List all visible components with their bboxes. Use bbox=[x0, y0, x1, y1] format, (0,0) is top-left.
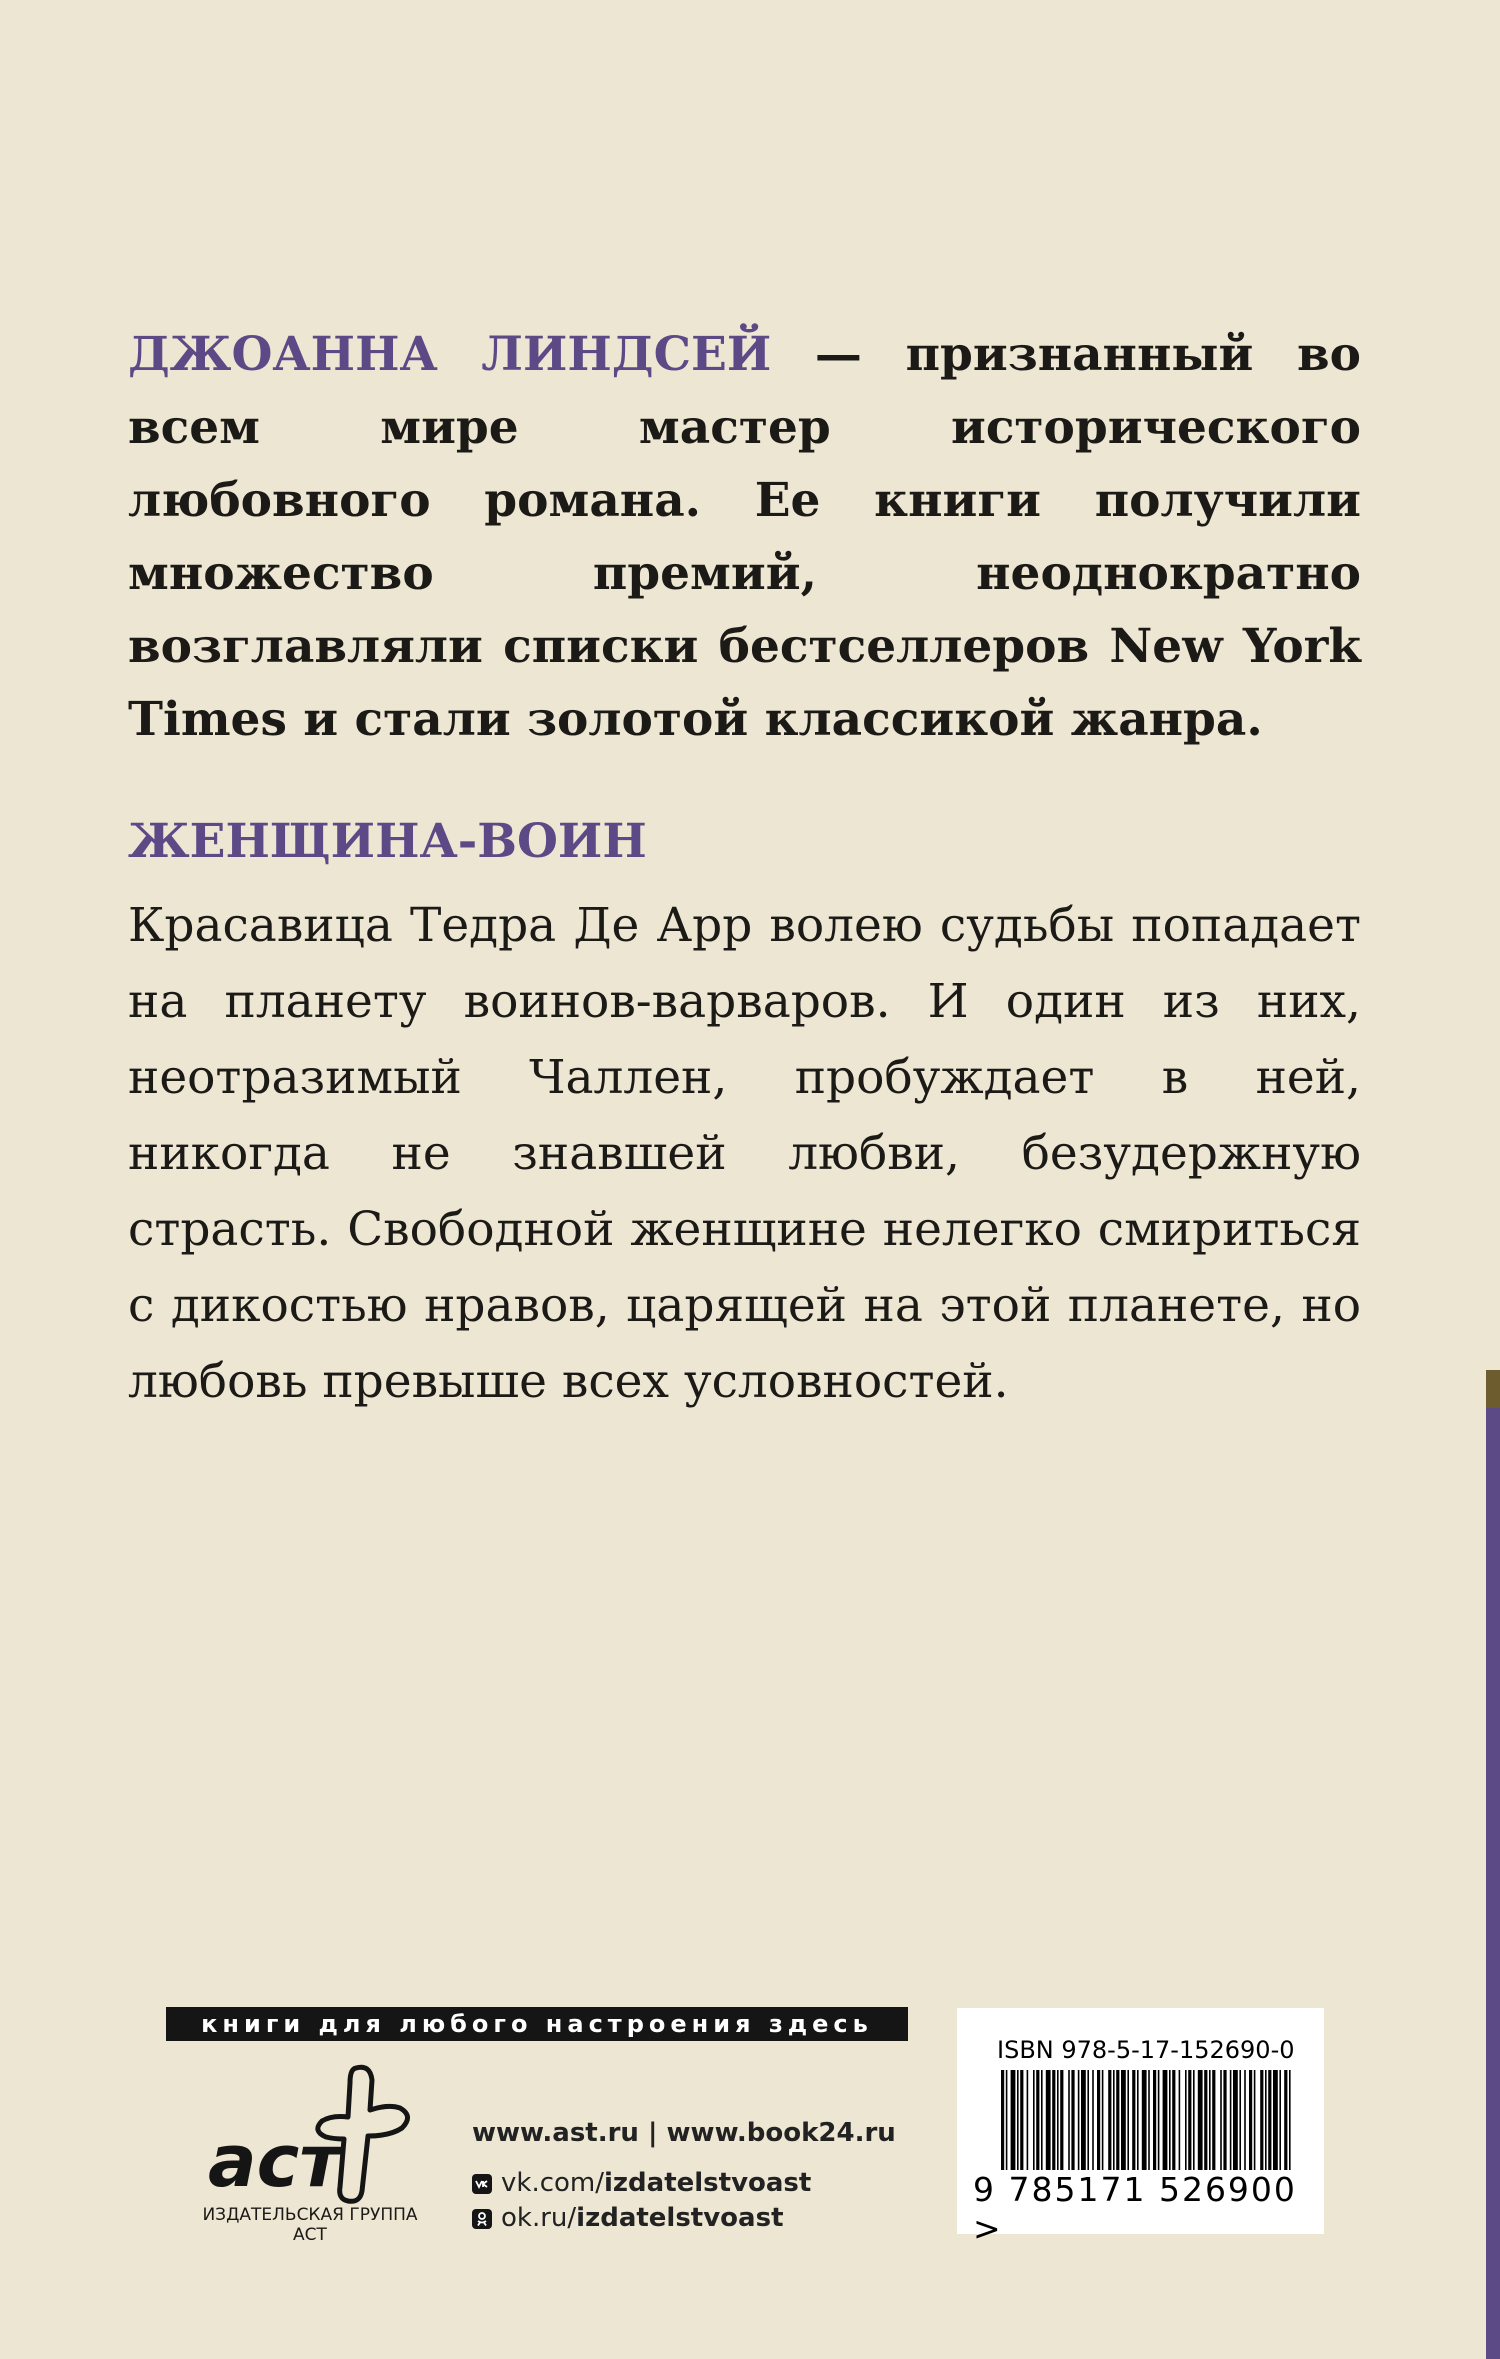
barcode-bar bbox=[1046, 2070, 1051, 2170]
barcode-bar bbox=[1220, 2070, 1222, 2170]
barcode-bar bbox=[1113, 2070, 1115, 2170]
barcode-bar bbox=[1068, 2070, 1070, 2170]
isbn-label: ISBN 978-5-17-152690-0 bbox=[997, 2036, 1295, 2064]
barcode-bar bbox=[1153, 2070, 1156, 2170]
barcode-bar bbox=[1239, 2070, 1241, 2170]
barcode-bar bbox=[1001, 2070, 1004, 2170]
book-title: ЖЕНЩИНА-ВОИН bbox=[128, 814, 647, 869]
barcode-bar bbox=[1185, 2070, 1187, 2170]
barcode-bar bbox=[1132, 2070, 1135, 2170]
barcode bbox=[1001, 2070, 1291, 2170]
barcode-bar bbox=[1087, 2070, 1089, 2170]
author-bio-text: — признанный во всем мире мастер исторического любовного романа. Ее книги получили множество премий, неоднократно возглавляли списки бестселлеров New York Times и стали золотой классикой жанра. bbox=[128, 327, 1362, 747]
barcode-bar bbox=[1102, 2070, 1104, 2170]
barcode-bar bbox=[1020, 2070, 1023, 2170]
ok-prefix: ok.ru/ bbox=[501, 2203, 577, 2233]
barcode-bar bbox=[1273, 2070, 1278, 2170]
barcode-bar bbox=[1233, 2070, 1238, 2170]
barcode-bar bbox=[1092, 2070, 1094, 2170]
vk-link[interactable] bbox=[472, 2166, 896, 2201]
barcode-bar bbox=[1198, 2070, 1203, 2170]
publisher-slogan: книги для любого настроения здесь bbox=[166, 2007, 908, 2041]
barcode-bar bbox=[1244, 2070, 1246, 2170]
spine-stripe-top bbox=[1486, 1370, 1500, 1408]
barcode-bar bbox=[1193, 2070, 1195, 2170]
barcode-bar bbox=[1057, 2070, 1059, 2170]
author-bio bbox=[128, 318, 1361, 756]
barcode-bar bbox=[1209, 2070, 1211, 2170]
barcode-bar bbox=[1265, 2070, 1267, 2170]
barcode-bar bbox=[1249, 2070, 1252, 2170]
barcode-bar bbox=[1006, 2070, 1008, 2170]
barcode-bar bbox=[1163, 2070, 1168, 2170]
publisher-links bbox=[472, 2118, 896, 2236]
barcode-bar bbox=[1116, 2070, 1119, 2170]
barcode-bar bbox=[1011, 2070, 1016, 2170]
barcode-bar bbox=[1284, 2070, 1287, 2170]
barcode-bar bbox=[1230, 2070, 1232, 2170]
barcode-bar bbox=[1260, 2070, 1263, 2170]
barcode-bar bbox=[1279, 2070, 1281, 2170]
ast-logo bbox=[190, 2058, 430, 2208]
barcode-bar bbox=[1223, 2070, 1226, 2170]
ok-icon bbox=[472, 2209, 492, 2229]
barcode-bar bbox=[1071, 2070, 1074, 2170]
barcode-bar bbox=[1081, 2070, 1086, 2170]
barcode-bar bbox=[1158, 2070, 1160, 2170]
barcode-bar bbox=[1172, 2070, 1175, 2170]
website-links[interactable]: www.ast.ru | www.book24.ru bbox=[472, 2118, 896, 2148]
book-blurb: Красавица Тедра Де Арр волею судьбы попадает на планету воинов-варваров. И один из них, неотразимый Чаллен, пробуждает в ней, никогда не знавшей любви, безудержную страсть. Свободной женщине нелегко смириться с дикостью нравов, царящей на этой планете, но любовь превыше всех условностей. bbox=[128, 898, 1361, 1409]
barcode-bar bbox=[1137, 2070, 1139, 2170]
author-name: ДЖОАННА ЛИНДСЕЙ bbox=[128, 327, 772, 382]
barcode-bar bbox=[1289, 2070, 1291, 2170]
barcode-bar bbox=[1254, 2070, 1256, 2170]
ok-handle: izdatelstvoast bbox=[576, 2203, 784, 2233]
vk-handle: izdatelstvoast bbox=[604, 2168, 812, 2198]
barcode-bar bbox=[1179, 2070, 1181, 2170]
barcode-bar bbox=[1052, 2070, 1055, 2170]
ean-digits: 9 785171 526900 > bbox=[973, 2170, 1297, 2248]
barcode-bar bbox=[1204, 2070, 1207, 2170]
ok-link[interactable] bbox=[472, 2201, 896, 2236]
barcode-bar bbox=[1268, 2070, 1271, 2170]
spine-stripe bbox=[1486, 1370, 1500, 2359]
vk-prefix: vk.com/ bbox=[501, 2168, 604, 2198]
vk-icon bbox=[472, 2174, 492, 2194]
barcode-bar bbox=[1108, 2070, 1111, 2170]
barcode-bar bbox=[1033, 2070, 1035, 2170]
ast-logo-text: аст bbox=[208, 2119, 341, 2203]
barcode-bar bbox=[1188, 2070, 1191, 2170]
barcode-bar bbox=[1127, 2070, 1129, 2170]
isbn-box bbox=[957, 2008, 1324, 2248]
barcode-bar bbox=[1097, 2070, 1100, 2170]
barcode-bar bbox=[1148, 2070, 1150, 2170]
barcode-bar bbox=[1027, 2070, 1029, 2170]
barcode-bar bbox=[1078, 2070, 1080, 2170]
barcode-bar bbox=[1212, 2070, 1215, 2170]
barcode-bar bbox=[1169, 2070, 1171, 2170]
barcode-bar bbox=[1060, 2070, 1063, 2170]
barcode-bar bbox=[1041, 2070, 1043, 2170]
barcode-bar bbox=[1142, 2070, 1147, 2170]
logo-caption: ИЗДАТЕЛЬСКАЯ ГРУППА АСТ bbox=[202, 2205, 418, 2245]
barcode-bar bbox=[1017, 2070, 1019, 2170]
barcode-bar bbox=[1036, 2070, 1039, 2170]
barcode-bar bbox=[1121, 2070, 1126, 2170]
